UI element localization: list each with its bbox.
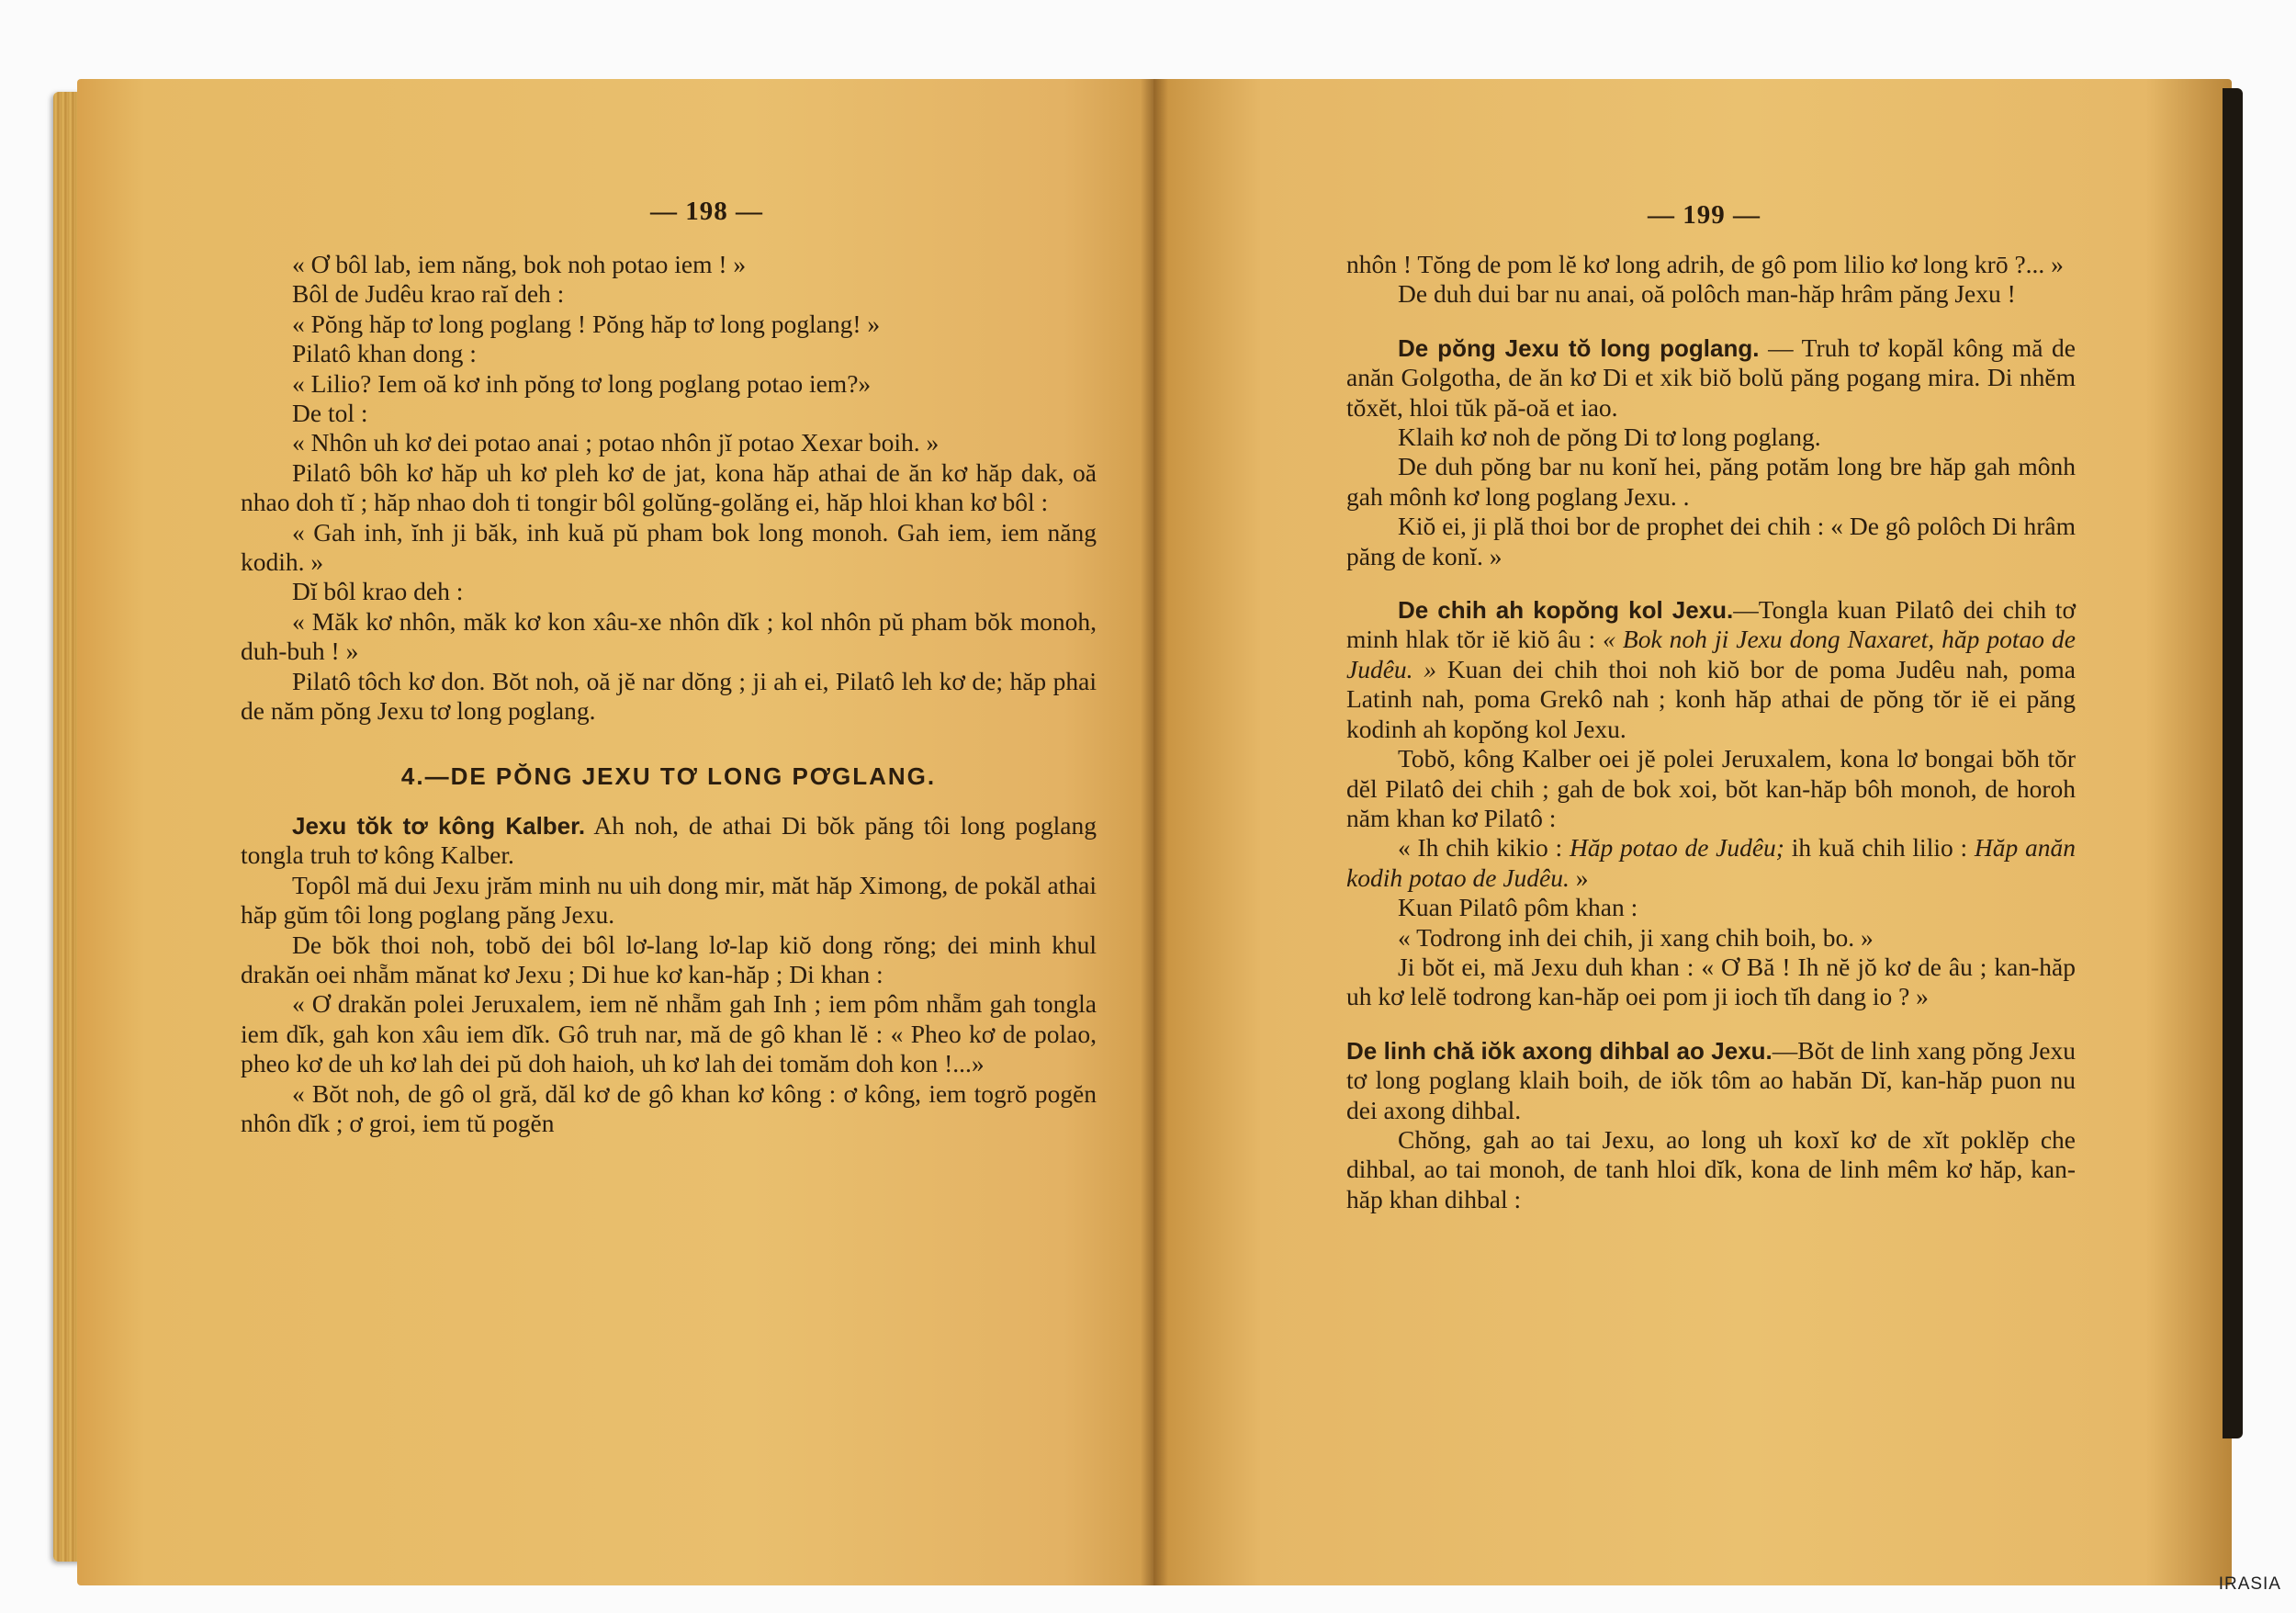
paragraph-text: —Bŏt de linh xang pŏng Jexu tơ long poglang klaih boih, de iŏk tôm ao habăn Dĭ, kan-hăp puon nu dei axong dihbal. (1346, 1035, 2076, 1124)
right-page (1154, 79, 2232, 1585)
left-page-text (241, 250, 1097, 1138)
book-spine-shadow (1141, 79, 1168, 1585)
subsection-heading: De chih ah kopŏng kol Jexu. (1398, 596, 1734, 625)
paragraph: « Măk kơ nhôn, măk kơ kon xâu-xe nhôn dĭk ; kol nhôn pŭ pham bŏk monoh, duh-buh ! » (241, 606, 1097, 666)
section-heading: 4.—DE PŎNG JEXU TƠ LONG PƠGLANG. (400, 761, 937, 790)
paragraph: Kuan Pilatô pôm khan : (1398, 893, 1638, 922)
paragraph-gap (1346, 571, 2076, 595)
subsection-heading: Jexu tŏk tơ kông Kalber. (292, 811, 586, 840)
paragraph: De duh pŏng bar nu konĭ hei, păng potăm long bre hăp gah mônh gah mônh kơ long poglang Jexu. . (1346, 452, 2076, 511)
paragraph: Bôl de Judêu krao raĭ deh : (292, 279, 565, 309)
paragraph: « Lilio? Iem oă kơ inh pŏng tơ long poglang potao iem?» (292, 368, 872, 398)
paragraph: « Ơ bôl lab, iem năng, bok noh potao iem ! » (292, 250, 747, 278)
paragraph: Pilatô tôch kơ don. Bŏt noh, oă jĕ nar dŏng ; ji ah ei, Pilatô leh kơ de; hăp phai de năm pŏng Jexu tơ long poglang. (241, 666, 1097, 726)
paragraph: « Pŏng hăp tơ long poglang ! Pŏng hăp tơ long poglang! » (292, 309, 881, 338)
subsection-heading: De pŏng Jexu tŏ long poglang. (1398, 333, 1760, 362)
paragraph: « Bŏt noh, de gô ol gră, dăl kơ de gô khan kơ kông : ơ kông, iem togrŏ pogĕn nhôn dĭk ; ơ groi, iem tŭ pogĕn (241, 1078, 1097, 1137)
paragraph: Tobŏ, kông Kalber oei jĕ polei Jeruxalem, kona lơ bongai bŏh tŏr dĕl Pilatô dei chih ; gah de bok xoi, bŏt kan-hăp bôh monoh, de horoh năm khan kơ Pilatô : (1346, 744, 2076, 832)
paragraph: Pilatô bôh kơ hăp uh kơ pleh kơ de jat, kona hăp athai de ăn kơ hăp dak, oă nhao doh tĭ ; hăp nhao doh ti tongir bôl golŭng-golăng ei, hăp hloi khan kơ bôl : (241, 457, 1097, 517)
paragraph: Chŏng, gah ao tai Jexu, ao long uh koxĭ kơ de xĭt poklĕp che dihbal, ao tai monoh, de tanh hloi dĭk, kona de linh mêm kơ hăp, kan-hăp khan dihbal : (1346, 1124, 2076, 1213)
paragraph-text: — Truh tơ kopăl kông mă de anăn Golgotha, de ăn kơ Di et xik biŏ bolŭ păng pogang mira. Di nhĕm tŏxĕt, hloi tŭk pă-oă et iao. (1346, 333, 2076, 422)
left-page (77, 79, 1198, 1585)
paragraph-text: —Tongla kuan Pilatô dei chih tơ minh hlak tŏr iĕ kiŏ âu : (1346, 595, 2076, 654)
page-number-right: — 199 — (1648, 200, 1761, 230)
paragraph: De duh dui bar nu anai, oă polôch man-hăp hrâm păng Jexu ! (1398, 279, 2016, 309)
page-number-left: — 198 — (650, 197, 763, 226)
paragraph (1346, 595, 2076, 744)
watermark: IRASIA (2218, 1574, 2281, 1594)
paragraph: « Ơ drakăn polei Jeruxalem, iem nĕ nhẵm gah Inh ; iem pôm nhẵm gah tongla iem dĭk, gah kon xâu iem dĭk. Gô truh nar, mă de gô khan lĕ : « Pheo kơ de polao, pheo kơ de uh kơ lah dei pŭ doh haioh, uh kơ lah dei tomăm doh kon !...» (241, 989, 1097, 1078)
book-cover-edge (2223, 88, 2243, 1438)
paragraph (1346, 1036, 2076, 1125)
paragraph: nhôn ! Tŏng de pom lĕ kơ long adrih, de gô pom lilio kơ long krō ?... » (1346, 250, 2064, 278)
paragraph: Pilatô khan dong : (292, 339, 477, 368)
paragraph: « Todrong inh dei chih, ji xang chih boih, bo. » (1398, 922, 1874, 952)
paragraph-text: « Ih chih kikio : (1398, 833, 1570, 863)
open-book (40, 79, 2232, 1585)
subsection-heading: De linh chă iŏk axong dihbal ao Jexu. (1346, 1036, 1773, 1065)
paragraph (1346, 833, 2076, 893)
paragraph: De bŏk thoi noh, tobŏ dei bôl lơ-lang lơ-lap kiŏ dong rŏng; dei minh khul drakăn oei nhẵm mănat kơ Jexu ; Di hue kơ kan-hăp ; Di khan : (241, 930, 1097, 988)
paragraph-gap (1346, 1012, 2076, 1036)
paragraph-text: ih kuă chih lilio : (1784, 833, 1975, 863)
paragraph-text: » (1569, 863, 1589, 892)
paragraph: « Nhôn uh kơ dei potao anai ; potao nhôn jĭ potao Xexar boih. » (292, 428, 940, 457)
paragraph-gap (1346, 310, 2076, 333)
paragraph: Kiŏ ei, ji plă thoi bor de prophet dei chih : « De gô polôch Di hrâm păng de konĭ. » (1346, 512, 2076, 570)
right-page-text (1346, 250, 2076, 1214)
paragraph (241, 811, 1097, 871)
italic-quote: « Bok noh ji Jexu dong Naxaret, hăp potao de Judêu. » (1346, 625, 2076, 683)
paragraph: Klaih kơ noh de pŏng Di tơ long poglang. (1398, 423, 1821, 452)
paragraph: « Gah inh, ĭnh ji băk, inh kuă pŭ pham bok long monoh. Gah iem, iem năng kodih. » (241, 517, 1097, 577)
paragraph: Topôl mă dui Jexu jrăm minh nu uih dong mir, măt hăp Ximong, de pokăl athai hăp gŭm tôi long poglang păng Jexu. (241, 870, 1097, 930)
paragraph-text: Ah noh, de athai Di bŏk păng tôi long poglang tongla truh tơ kông Kalber. (241, 810, 1097, 870)
italic-quote: Hăp potao de Judêu; (1569, 833, 1784, 863)
italic-quote: Hăp anăn kodih potao de Judêu. (1346, 833, 2076, 892)
paragraph: Ji bŏt ei, mă Jexu duh khan : « Ơ Bă ! Ih nĕ jŏ kơ de âu ; kan-hăp uh kơ lelĕ todrong kan-hăp oei pom ji ioch tĭh dang io ? » (1346, 952, 2076, 1011)
paragraph-text: Kuan dei chih thoi noh kiŏ bor de poma Judêu nah, poma Latinh nah, poma Grekô nah ; konh hăp athai de pŏng tŏr iĕ ei păng kodinh ah kopŏng kol Jexu. (1346, 654, 2076, 743)
paragraph (1346, 333, 2076, 423)
paragraph: De tol : (292, 399, 368, 428)
paragraph: Dĭ bôl krao deh : (292, 577, 464, 606)
